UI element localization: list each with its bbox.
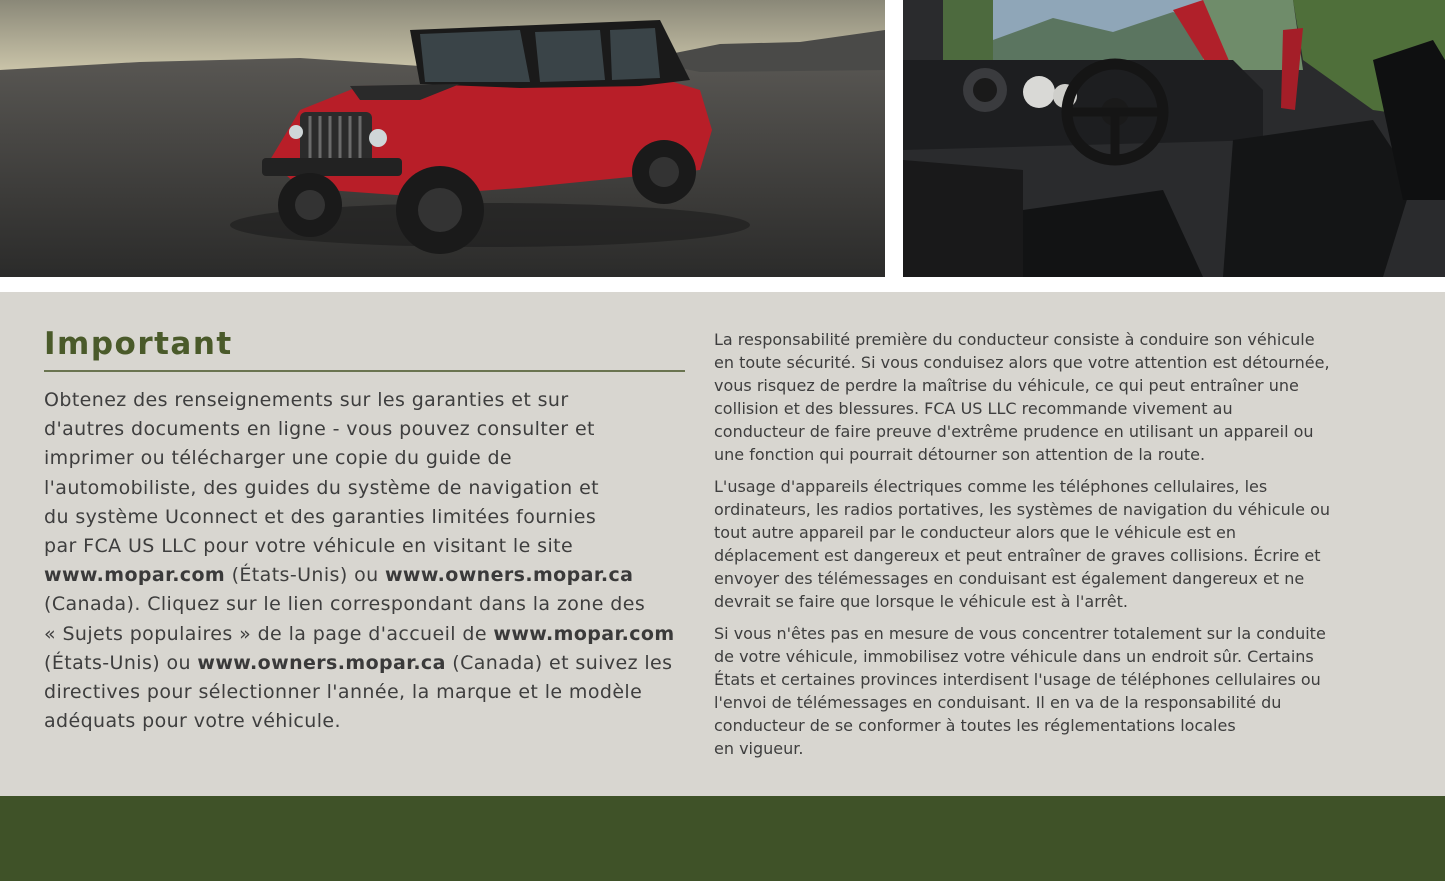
text-line: envoyer des télémessages en conduisant est également dangereux et ne [714, 569, 1305, 588]
text-line: L'usage d'appareils électriques comme les téléphones cellulaires, les [714, 477, 1268, 496]
text-line: (États-Unis) ou [44, 651, 198, 674]
warranty-info-text [44, 386, 694, 736]
text-line: adéquats pour votre véhicule. [44, 710, 341, 733]
text-line: conducteur de se conformer à toutes les réglementations locales [714, 716, 1236, 735]
text-line: devrait se faire que lorsque le véhicule est à l'arrêt. [714, 592, 1128, 611]
text-line: « Sujets populaires » de la page d'accueil de [44, 622, 494, 645]
text-line: de votre véhicule, immobilisez votre véhicule dans un endroit sûr. Certains [714, 647, 1314, 666]
jeep-interior-photo [903, 0, 1445, 277]
text-line: une fonction qui pourrait détourner son attention de la route. [714, 445, 1206, 464]
text-line: du système Uconnect et des garanties limitées fournies [44, 505, 597, 528]
local-regulations-paragraph [714, 622, 1364, 760]
text-line: par FCA US LLC pour votre véhicule en visitant le site [44, 535, 574, 558]
text-line: (États-Unis) ou [225, 564, 385, 587]
driver-responsibility-paragraph [714, 328, 1364, 466]
text-line: Si vous n'êtes pas en mesure de vous concentrer totalement sur la conduite [714, 624, 1326, 643]
text-line: Obtenez des renseignements sur les garanties et sur [44, 389, 569, 411]
text-line: en toute sécurité. Si vous conduisez alors que votre attention est détournée, [714, 353, 1330, 372]
text-line: La responsabilité première du conducteur consiste à conduire son véhicule [714, 330, 1315, 349]
mopar-canada-link[interactable]: www.owners.mopar.ca [197, 651, 446, 674]
text-line: (Canada) et suivez les [445, 651, 673, 674]
mopar-us-link[interactable]: www.mopar.com [493, 622, 675, 645]
text-line: déplacement est dangereux et peut entraîner de graves collisions. Écrire et [714, 546, 1321, 565]
text-line: en vigueur. [714, 739, 804, 758]
text-line: collision et des blessures. FCA US LLC recommande vivement au [714, 399, 1233, 418]
text-line: États et certaines provinces interdisent l'usage de téléphones cellulaires ou [714, 670, 1321, 689]
section-heading: Important [44, 326, 233, 362]
mopar-us-link[interactable]: www.mopar.com [44, 564, 226, 587]
text-line: l'automobiliste, des guides du système de navigation et [44, 476, 600, 499]
jeep-exterior-illustration [0, 0, 885, 277]
text-line: (Canada). Cliquez sur le lien correspondant dans la zone des [44, 593, 646, 616]
electronic-devices-paragraph [714, 475, 1364, 613]
text-line: imprimer ou télécharger une copie du guide de [44, 447, 513, 470]
footer-band [0, 796, 1445, 881]
text-line: tout autre appareil par le conducteur alors que le véhicule est en [714, 523, 1237, 542]
heading-divider [44, 370, 685, 372]
mopar-canada-link[interactable]: www.owners.mopar.ca [384, 564, 634, 587]
text-line: vous risquez de perdre la maîtrise du véhicule, ce qui peut entraîner une [714, 376, 1299, 395]
text-line: conducteur de faire preuve d'extrême prudence en utilisant un appareil ou [714, 422, 1314, 441]
jeep-interior-illustration [903, 0, 1445, 277]
text-line: directives pour sélectionner l'année, la marque et le modèle [44, 681, 643, 704]
text-line: d'autres documents en ligne - vous pouvez consulter et [44, 418, 595, 441]
text-line: l'envoi de télémessages en conduisant. Il en va de la responsabilité du [714, 693, 1282, 712]
text-line: ordinateurs, les radios portatives, les systèmes de navigation du véhicule ou [714, 500, 1331, 519]
jeep-exterior-photo [0, 0, 885, 277]
safety-notice [714, 328, 1364, 769]
